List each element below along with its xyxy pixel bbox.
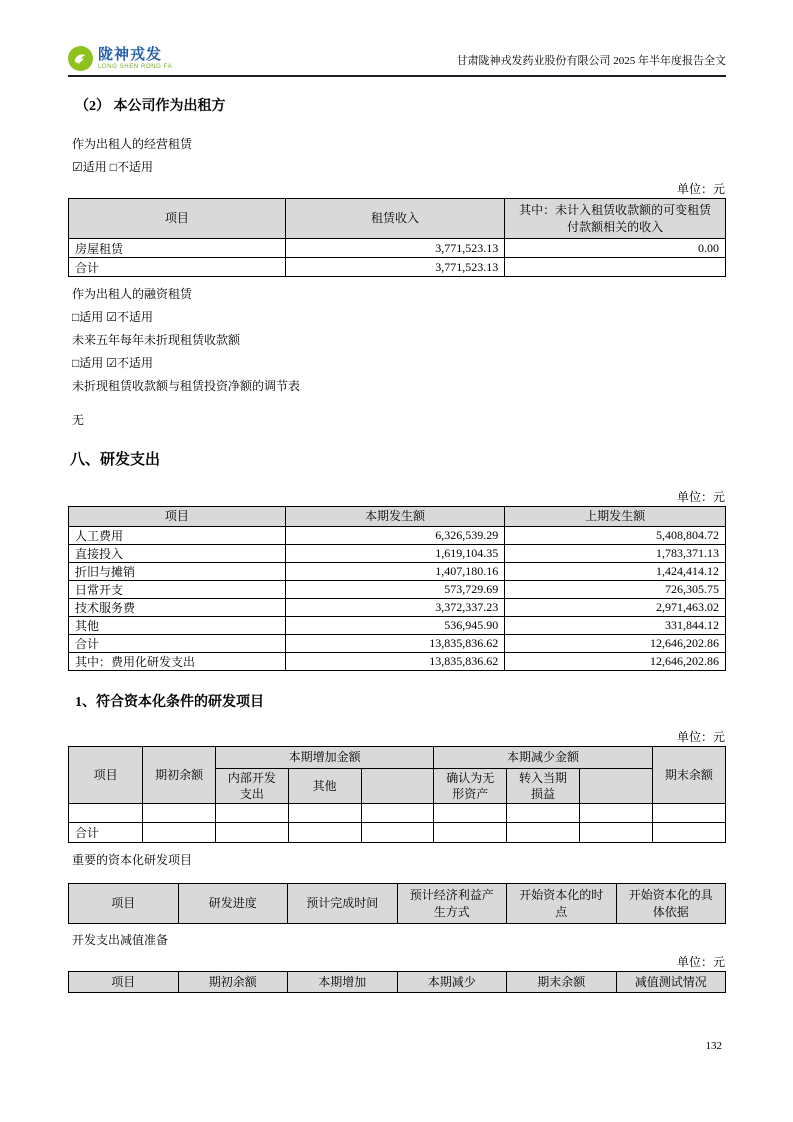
future-receipts-label: 未来五年每年未折现租赁收款额: [72, 333, 241, 347]
table-header-row: [69, 199, 726, 239]
income-cell: 3,771,523.13: [285, 258, 504, 277]
table-row: [69, 617, 726, 635]
table-header-row: [69, 884, 726, 924]
col-header-item: 项目: [69, 972, 179, 993]
empty-cell: [69, 804, 143, 823]
empty-cell: [434, 823, 507, 843]
capitalized-rnd-table: [68, 746, 726, 843]
logo-bird-icon: [68, 46, 93, 71]
current-cell: 6,326,539.29: [285, 527, 504, 545]
empty-cell: [288, 804, 361, 823]
col-header-impairment-test: 减值测试情况: [616, 972, 726, 993]
col-header-other: 其他: [288, 769, 361, 804]
col-header-income: 租赁收入: [285, 199, 504, 239]
unit-label: 单位：元: [676, 490, 725, 504]
none-text: 无: [72, 413, 85, 427]
empty-cell: [507, 823, 580, 843]
income-cell: 3,771,523.13: [285, 239, 504, 258]
page-header: [68, 46, 726, 77]
empty-cell: [288, 823, 361, 843]
current-cell: 1,407,180.16: [285, 563, 504, 581]
future-receipts-applicability: □适用 ☑不适用: [72, 356, 154, 370]
current-cell: 13,835,836.62: [285, 653, 504, 671]
col-header-blank: [361, 769, 434, 804]
col-header-item: 项目: [69, 884, 179, 924]
table-total-row: [69, 258, 726, 277]
item-cell: 折旧与摊销: [69, 563, 286, 581]
table-row: [69, 581, 726, 599]
empty-cell: [652, 804, 725, 823]
current-cell: 573,729.69: [285, 581, 504, 599]
prior-cell: 12,646,202.86: [505, 635, 726, 653]
table-empty-row: [69, 804, 726, 823]
empty-cell: [434, 804, 507, 823]
col-header-current: 本期发生额: [285, 507, 504, 527]
empty-cell: [216, 804, 289, 823]
important-projects-label: 重要的资本化研发项目: [72, 853, 193, 867]
reconciliation-label: 未折现租赁收款额与租赁投资净额的调节表: [72, 379, 301, 393]
empty-cell: [361, 823, 434, 843]
col-header-item: 项目: [69, 507, 286, 527]
item-cell: 日常开支: [69, 581, 286, 599]
empty-cell: [652, 823, 725, 843]
col-header-completion-time: 预计完成时间: [288, 884, 398, 924]
table-group-header-row: [69, 747, 726, 769]
empty-cell: [579, 804, 652, 823]
prior-cell: 1,783,371.13: [505, 545, 726, 563]
total-label-cell: 合计: [69, 258, 286, 277]
impairment-table: [68, 971, 726, 993]
item-cell: 技术服务费: [69, 599, 286, 617]
section-heading-capitalized: 1、符合资本化条件的研发项目: [75, 695, 264, 710]
operating-lease-table: [68, 198, 726, 277]
unit-label: 单位：元: [676, 182, 725, 196]
col-header-item: 项目: [69, 199, 286, 239]
prior-cell: 5,408,804.72: [505, 527, 726, 545]
unit-label: 单位：元: [676, 730, 725, 744]
section-heading-lessor: （2） 本公司作为出租方: [75, 99, 226, 114]
col-header-start-basis: 开始资本化的具体依据: [616, 884, 726, 924]
brand-name-cn: 陇神戎发: [98, 46, 163, 63]
empty-cell: [507, 804, 580, 823]
operating-lease-label: 作为出租人的经营租赁: [72, 137, 193, 151]
brand-name-en: LONG SHEN RONG FA: [98, 64, 173, 70]
company-logo: [68, 46, 172, 71]
table-row: [69, 239, 726, 258]
current-cell: 13,835,836.62: [285, 635, 504, 653]
current-cell: 536,945.90: [285, 617, 504, 635]
finance-lease-label: 作为出租人的融资租赁: [72, 287, 193, 301]
important-projects-table: [68, 883, 726, 924]
variable-cell: 0.00: [505, 239, 726, 258]
table-subtotal-row: [69, 653, 726, 671]
table-row: [69, 545, 726, 563]
col-header-variable: 其中：未计入租赁收款额的可变租赁付款额相关的收入: [505, 199, 726, 239]
col-header-start-time: 开始资本化的时点: [507, 884, 617, 924]
empty-cell: [216, 823, 289, 843]
col-header-to-pl: 转入当期损益: [507, 769, 580, 804]
empty-cell: [143, 823, 216, 843]
prior-cell: 726,305.75: [505, 581, 726, 599]
current-cell: 1,619,104.35: [285, 545, 504, 563]
table-header-row: [69, 507, 726, 527]
col-header-opening: 期初余额: [178, 972, 288, 993]
empty-cell: [143, 804, 216, 823]
expensed-label-cell: 其中：费用化研发支出: [69, 653, 286, 671]
item-cell: 其他: [69, 617, 286, 635]
col-header-to-intangible: 确认为无形资产: [434, 769, 507, 804]
col-header-internal-dev: 内部开发支出: [216, 769, 289, 804]
table-row: [69, 563, 726, 581]
col-header-opening: 期初余额: [143, 747, 216, 804]
prior-cell: 331,844.12: [505, 617, 726, 635]
empty-cell: [579, 823, 652, 843]
finance-lease-applicability: □适用 ☑不适用: [72, 310, 154, 324]
col-header-progress: 研发进度: [178, 884, 288, 924]
total-label-cell: 合计: [69, 635, 286, 653]
current-cell: 3,372,337.23: [285, 599, 504, 617]
prior-cell: 2,971,463.02: [505, 599, 726, 617]
rnd-expenditure-table: [68, 506, 726, 671]
section-heading-rnd: 八、研发支出: [70, 452, 161, 468]
table-total-row: [69, 635, 726, 653]
group-header-increase: 本期增加金额: [216, 747, 434, 769]
group-header-decrease: 本期减少金额: [434, 747, 652, 769]
variable-cell: [505, 258, 726, 277]
empty-cell: [361, 804, 434, 823]
document-title: 甘肃陇神戎发药业股份有限公司 2025 年半年度报告全文: [456, 55, 726, 67]
col-header-decrease: 本期减少: [397, 972, 507, 993]
table-row: [69, 599, 726, 617]
impairment-label: 开发支出减值准备: [72, 933, 169, 947]
total-label-cell: 合计: [69, 823, 143, 843]
table-header-row: [69, 972, 726, 993]
item-cell: 人工费用: [69, 527, 286, 545]
col-header-closing: 期末余额: [507, 972, 617, 993]
item-cell: 直接投入: [69, 545, 286, 563]
prior-cell: 1,424,414.12: [505, 563, 726, 581]
operating-lease-applicability: ☑适用 □不适用: [72, 160, 154, 174]
col-header-prior: 上期发生额: [505, 507, 726, 527]
prior-cell: 12,646,202.86: [505, 653, 726, 671]
table-total-row: [69, 823, 726, 843]
item-cell: 房屋租赁: [69, 239, 286, 258]
table-row: [69, 527, 726, 545]
unit-label: 单位：元: [676, 955, 725, 969]
col-header-item: 项目: [69, 747, 143, 804]
col-header-increase: 本期增加: [288, 972, 398, 993]
col-header-closing: 期末余额: [652, 747, 725, 804]
col-header-benefit-mode: 预计经济利益产生方式: [397, 884, 507, 924]
page-number: 132: [705, 1040, 722, 1052]
col-header-blank: [579, 769, 652, 804]
